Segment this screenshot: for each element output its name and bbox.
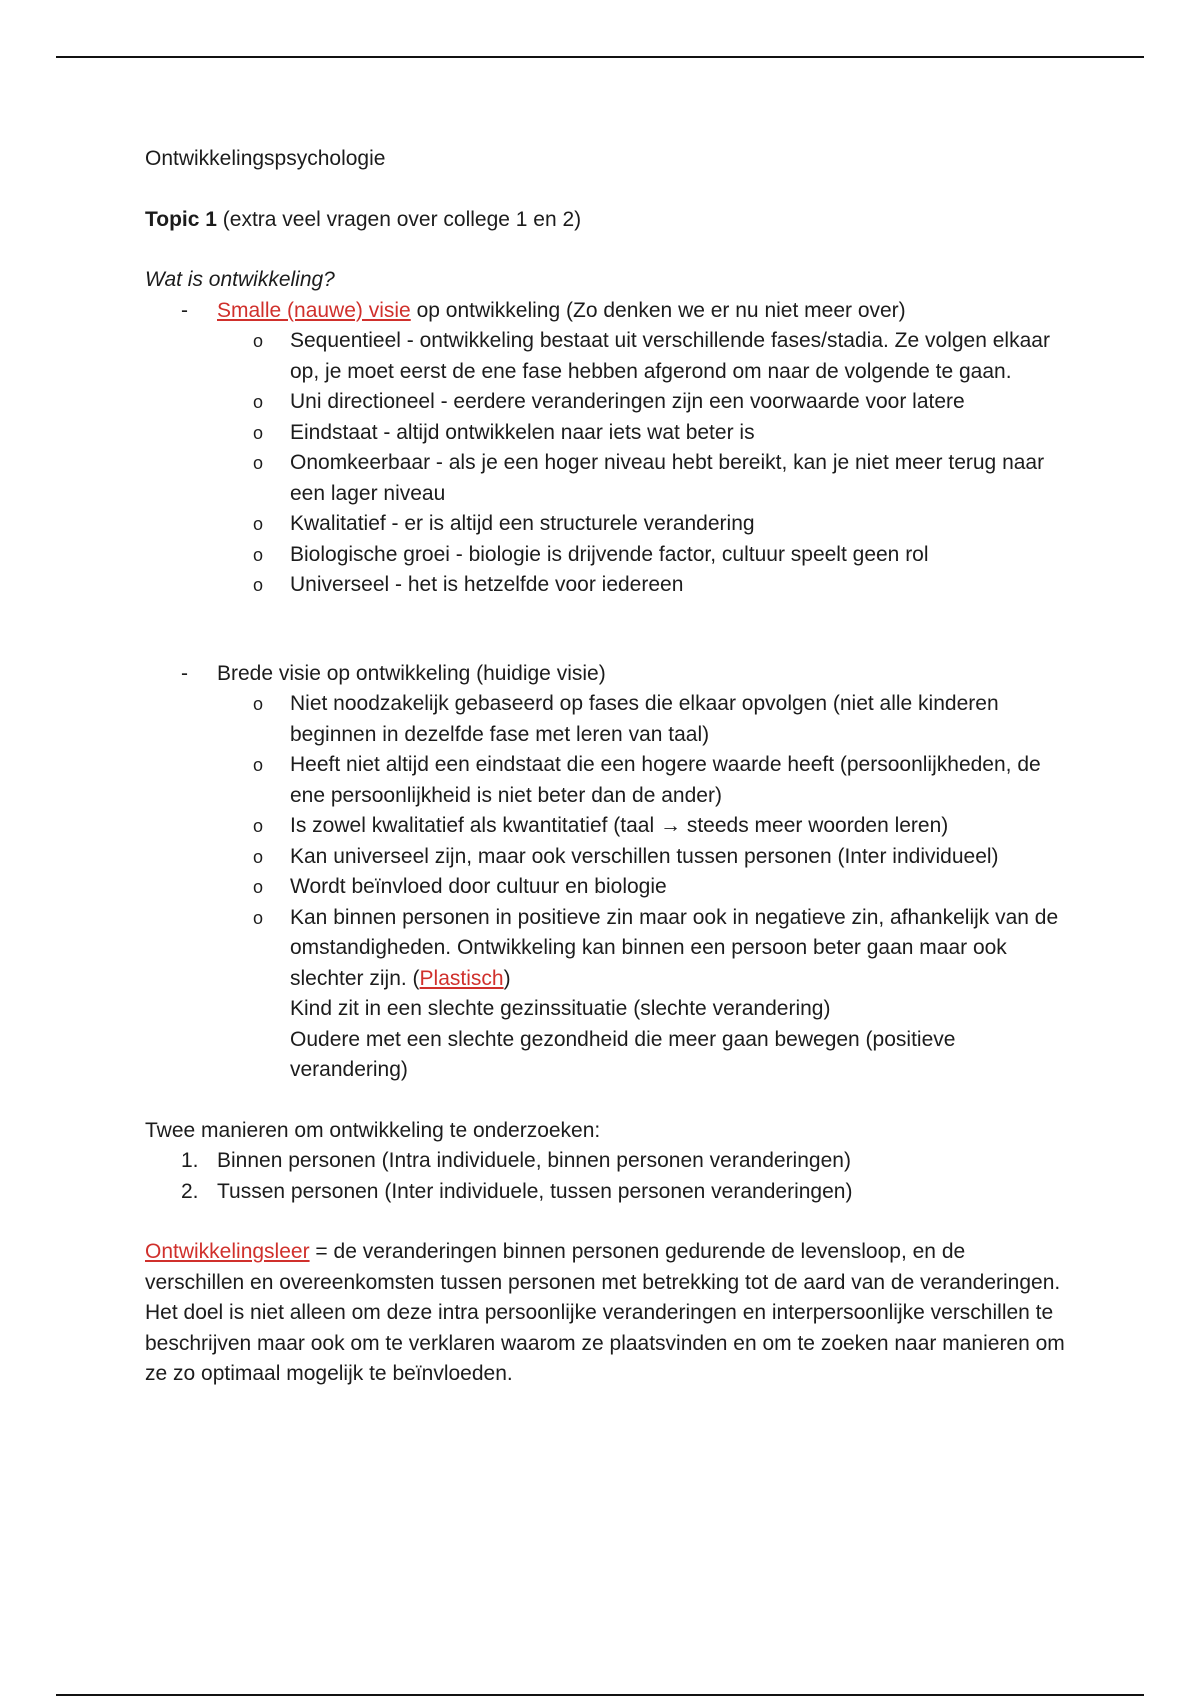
circle-bullet: o xyxy=(253,877,264,897)
circle-bullet: o xyxy=(253,453,264,473)
broad-item-4 xyxy=(145,842,1065,873)
topic-heading xyxy=(145,205,1065,236)
broad-view-item xyxy=(145,659,1065,690)
methods-intro: Twee manieren om ontwikkeling te onderzoeken: xyxy=(145,1118,601,1142)
topic-note: (extra veel vragen over college 1 en 2) xyxy=(216,207,582,231)
narrow-item-text: Sequentieel - ontwikkeling bestaat uit verschillende fases/stadia. Ze volgen elkaar op, je moet eerst de ene fase hebben afgerond om naar de volgende te gaan. xyxy=(290,329,1050,383)
narrow-item-4 xyxy=(145,448,1065,509)
method-item-2 xyxy=(145,1177,1065,1208)
definition-text: = de veranderingen binnen personen gedurende de levensloop, en de verschillen en overeenkomsten tussen personen met betrekking tot de aard van de veranderingen. Het doel is niet alleen om deze intra persoonlijke veranderingen en interpersoonlijke verschillen te beschrijven maar ook om te verklaren waarom ze plaatsvinden en om te zoeken naar manieren om ze zo optimaal mogelijk te beïnvloeden. xyxy=(145,1240,1065,1385)
narrow-item-text: Biologische groei - biologie is drijvende factor, cultuur speelt geen rol xyxy=(290,542,929,566)
narrow-view-term: Smalle (nauwe) visie xyxy=(217,298,411,322)
plastisch-term: Plastisch xyxy=(419,966,504,990)
narrow-view-item xyxy=(145,296,1065,327)
document-page xyxy=(145,144,1065,1390)
narrow-view-text: op ontwikkeling (Zo denken we er nu niet meer over) xyxy=(410,298,906,322)
circle-bullet: o xyxy=(253,846,264,867)
broad-item-3 xyxy=(145,811,1065,842)
method-text: Binnen personen (Intra individuele, binnen personen veranderingen) xyxy=(217,1149,851,1172)
broad-item-text: Is zowel kwalitatief als kwantitatief (taal → steeds meer woorden leren) xyxy=(290,814,949,837)
narrow-item-5 xyxy=(145,509,1065,540)
method-item-1 xyxy=(145,1146,1065,1177)
narrow-item-3 xyxy=(145,418,1065,449)
narrow-item-text: Onomkeerbaar - als je een hoger niveau hebt bereikt, kan je niet meer terug naar een lager niveau xyxy=(290,451,1045,505)
circle-bullet: o xyxy=(253,514,264,534)
narrow-item-text: Eindstaat - altijd ontwikkelen naar iets wat beter is xyxy=(290,420,755,444)
broad-view-text: Brede visie op ontwikkeling (huidige visie) xyxy=(217,661,606,685)
circle-bullet: o xyxy=(253,907,264,928)
example-good-change: Oudere met een slechte gezondheid die meer gaan bewegen (positieve verandering) xyxy=(290,1027,956,1081)
broad-item-1 xyxy=(145,689,1065,750)
narrow-item-text: Kwalitatief - er is altijd een structurele verandering xyxy=(290,512,755,535)
definition-paragraph xyxy=(145,1237,1065,1390)
circle-bullet: o xyxy=(253,392,264,412)
definition-term: Ontwikkelingsleer xyxy=(145,1240,310,1263)
method-number: 2. xyxy=(181,1179,199,1203)
circle-bullet: o xyxy=(253,816,264,836)
page-bottom-border xyxy=(56,1694,1144,1696)
broad-item-text: Kan universeel zijn, maar ook verschillen tussen personen (Inter individueel) xyxy=(290,844,999,868)
circle-bullet: o xyxy=(253,575,264,595)
method-text: Tussen personen (Inter individuele, tussen personen veranderingen) xyxy=(217,1179,853,1203)
example-bad-change: Kind zit in een slechte gezinssituatie (slechte verandering) xyxy=(290,997,831,1020)
broad-item-text: Heeft niet altijd een eindstaat die een hogere waarde heeft (persoonlijkheden, de ene persoonlijkheid is niet beter dan de ander) xyxy=(290,753,1041,807)
narrow-item-text: Universeel - het is hetzelfde voor iedereen xyxy=(290,573,684,596)
circle-bullet: o xyxy=(253,694,264,714)
document-title: Ontwikkelingspsychologie xyxy=(145,147,386,170)
broad-item-text: Niet noodzakelijk gebaseerd op fases die elkaar opvolgen (niet alle kinderen beginnen in dezelfde fase met leren van taal) xyxy=(290,692,999,746)
circle-bullet: o xyxy=(253,422,264,443)
broad-item-2 xyxy=(145,750,1065,811)
circle-bullet: o xyxy=(253,755,264,775)
topic-label: Topic 1 xyxy=(145,207,217,231)
section-question: Wat is ontwikkeling? xyxy=(145,268,335,291)
broad-item-5 xyxy=(145,872,1065,903)
broad-item-text: Kan binnen personen in positieve zin maar ook in negatieve zin, afhankelijk van de omstandigheden. Ontwikkeling kan binnen een persoon beter gaan maar ook slechter zijn. ( xyxy=(290,905,1059,990)
narrow-item-2 xyxy=(145,387,1065,418)
circle-bullet: o xyxy=(253,331,264,351)
dash-bullet: - xyxy=(181,661,188,685)
broad-item-6 xyxy=(145,903,1065,995)
page-top-border xyxy=(56,56,1144,58)
dash-bullet: - xyxy=(181,298,188,322)
narrow-item-6 xyxy=(145,540,1065,571)
broad-item-text: Wordt beïnvloed door cultuur en biologie xyxy=(290,875,667,898)
narrow-item-1 xyxy=(145,326,1065,387)
circle-bullet: o xyxy=(253,544,264,565)
broad-item-close: ) xyxy=(503,966,511,990)
method-number: 1. xyxy=(181,1149,199,1172)
narrow-item-text: Uni directioneel - eerdere veranderingen zijn een voorwaarde voor latere xyxy=(290,390,965,413)
narrow-item-7 xyxy=(145,570,1065,601)
